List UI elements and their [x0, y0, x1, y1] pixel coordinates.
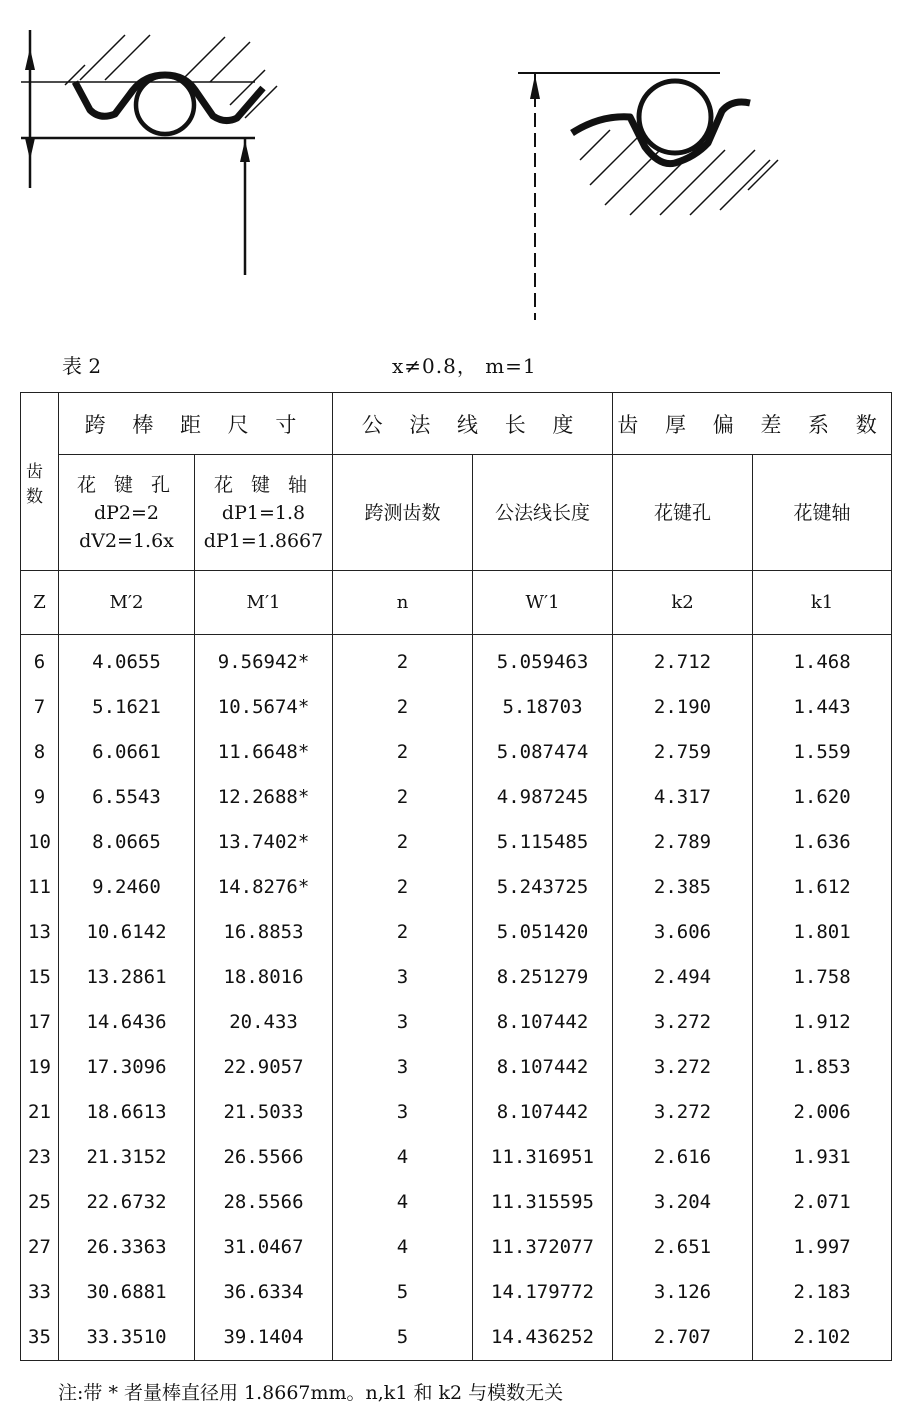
symbol-k2: k2	[613, 571, 753, 635]
table-cell: 2.190	[613, 684, 753, 729]
table-row	[21, 1044, 892, 1089]
table-cell: 8.107442	[473, 999, 613, 1044]
cell-teeth: 9	[21, 774, 59, 819]
table-cell: 26.3363	[59, 1224, 195, 1269]
table-cell: 1.620	[753, 774, 892, 819]
figure-internal-spline-measurement	[15, 20, 285, 280]
table-cell: 22.6732	[59, 1179, 195, 1224]
table-cell: 2.006	[753, 1089, 892, 1134]
table-cell: 11.316951	[473, 1134, 613, 1179]
symbol-z: Z	[21, 571, 59, 635]
header-teeth: 齿数	[21, 393, 59, 571]
table-cell: 4	[333, 1134, 473, 1179]
header-spline-hole-label: 花 键 孔	[76, 473, 177, 496]
header-thickness-coefficient: 齿 厚 偏 差 系 数	[613, 393, 892, 455]
table-cell: 11.372077	[473, 1224, 613, 1269]
table-cell: 2.759	[613, 729, 753, 774]
table-cell: 12.2688*	[195, 774, 333, 819]
symbol-w1: W′1	[473, 571, 613, 635]
table-cell: 26.5566	[195, 1134, 333, 1179]
table-cell: 16.8853	[195, 909, 333, 954]
table-cell: 5.18703	[473, 684, 613, 729]
cell-teeth: 13	[21, 909, 59, 954]
table-cell: 5.115485	[473, 819, 613, 864]
table-cell: 30.6881	[59, 1269, 195, 1314]
table-cell: 14.179772	[473, 1269, 613, 1314]
cell-teeth: 15	[21, 954, 59, 999]
table-row	[21, 1269, 892, 1314]
table-cell: 6.5543	[59, 774, 195, 819]
header-spline-hole-dp: dP2=2	[93, 501, 160, 524]
table-row	[21, 954, 892, 999]
table-cell: 1.931	[753, 1134, 892, 1179]
table-cell: 1.853	[753, 1044, 892, 1089]
table-cell: 2	[333, 774, 473, 819]
table-cell: 2.102	[753, 1314, 892, 1361]
table-cell: 28.5566	[195, 1179, 333, 1224]
cell-teeth: 35	[21, 1314, 59, 1361]
header-spline-shaft	[195, 455, 333, 571]
table-cell: 5.051420	[473, 909, 613, 954]
table-cell: 8.107442	[473, 1089, 613, 1134]
table-cell: 10.5674*	[195, 684, 333, 729]
spline-data-table	[20, 392, 892, 1361]
table-cell: 4.987245	[473, 774, 613, 819]
header-span-dimension: 跨 棒 距 尺 寸	[59, 393, 333, 455]
cell-teeth: 7	[21, 684, 59, 729]
table-cell: 4	[333, 1224, 473, 1269]
cell-teeth: 23	[21, 1134, 59, 1179]
header-k-hole: 花键孔	[613, 455, 753, 571]
table-cell: 4	[333, 1179, 473, 1224]
table-cell: 13.7402*	[195, 819, 333, 864]
cell-teeth: 25	[21, 1179, 59, 1224]
footnote: 注:带 * 者量棒直径用 1.8667mm。n,k1 和 k2 与模数无关	[58, 1382, 564, 1404]
table-cell: 13.2861	[59, 954, 195, 999]
cell-teeth: 27	[21, 1224, 59, 1269]
table-condition: x≠0.8， m=1	[392, 354, 537, 378]
table-body	[21, 635, 892, 1361]
header-spline-hole	[59, 455, 195, 571]
table-cell: 18.6613	[59, 1089, 195, 1134]
table-cell: 1.468	[753, 635, 892, 685]
table-cell: 1.612	[753, 864, 892, 909]
table-cell: 14.6436	[59, 999, 195, 1044]
table-cell: 22.9057	[195, 1044, 333, 1089]
symbol-k1: k1	[753, 571, 892, 635]
table-cell: 4.0655	[59, 635, 195, 685]
table-cell: 3	[333, 954, 473, 999]
cell-teeth: 8	[21, 729, 59, 774]
table-cell: 3	[333, 999, 473, 1044]
header-common-normal-length: 公法线长度	[473, 455, 613, 571]
table-row	[21, 1179, 892, 1224]
table-row	[21, 864, 892, 909]
table-cell: 5	[333, 1269, 473, 1314]
cell-teeth: 6	[21, 635, 59, 685]
table-cell: 1.912	[753, 999, 892, 1044]
table-cell: 2.651	[613, 1224, 753, 1269]
table-cell: 8.107442	[473, 1044, 613, 1089]
table-cell: 2	[333, 819, 473, 864]
table-cell: 3.272	[613, 1089, 753, 1134]
table-cell: 4.317	[613, 774, 753, 819]
table-title: 表 2	[62, 354, 102, 378]
table-cell: 2.494	[613, 954, 753, 999]
table-cell: 1.636	[753, 819, 892, 864]
table-cell: 5.1621	[59, 684, 195, 729]
table-cell: 8.0665	[59, 819, 195, 864]
header-spline-shaft-dp1: dP1=1.8	[221, 501, 306, 524]
header-span-teeth: 跨测齿数	[333, 455, 473, 571]
table-row	[21, 684, 892, 729]
table-cell: 39.1404	[195, 1314, 333, 1361]
symbol-n: n	[333, 571, 473, 635]
table-cell: 10.6142	[59, 909, 195, 954]
table-cell: 9.2460	[59, 864, 195, 909]
cell-teeth: 11	[21, 864, 59, 909]
table-cell: 8.251279	[473, 954, 613, 999]
table-cell: 2	[333, 635, 473, 685]
table-cell: 31.0467	[195, 1224, 333, 1269]
table-cell: 2.183	[753, 1269, 892, 1314]
table-cell: 14.436252	[473, 1314, 613, 1361]
table-cell: 36.6334	[195, 1269, 333, 1314]
header-spline-shaft-label: 花 键 轴	[213, 473, 314, 496]
cell-teeth: 17	[21, 999, 59, 1044]
table-cell: 3.272	[613, 1044, 753, 1089]
table-cell: 2	[333, 684, 473, 729]
table-cell: 3	[333, 1044, 473, 1089]
table-cell: 2	[333, 729, 473, 774]
table-cell: 1.559	[753, 729, 892, 774]
table-row	[21, 1134, 892, 1179]
cell-teeth: 10	[21, 819, 59, 864]
table-cell: 3	[333, 1089, 473, 1134]
table-row	[21, 819, 892, 864]
table-row	[21, 774, 892, 819]
table-cell: 9.56942*	[195, 635, 333, 685]
cell-teeth: 21	[21, 1089, 59, 1134]
table-cell: 17.3096	[59, 1044, 195, 1089]
table-cell: 3.272	[613, 999, 753, 1044]
table-cell: 33.3510	[59, 1314, 195, 1361]
symbol-m2: M′2	[59, 571, 195, 635]
table-row	[21, 999, 892, 1044]
table-cell: 5	[333, 1314, 473, 1361]
table-cell: 1.801	[753, 909, 892, 954]
table-cell: 5.087474	[473, 729, 613, 774]
table-cell: 3.126	[613, 1269, 753, 1314]
table-cell: 2.071	[753, 1179, 892, 1224]
table-cell: 14.8276*	[195, 864, 333, 909]
table-cell: 21.5033	[195, 1089, 333, 1134]
table-row	[21, 1314, 892, 1361]
table-cell: 2.712	[613, 635, 753, 685]
figure-external-spline-measurement	[510, 55, 810, 325]
table-cell: 2	[333, 864, 473, 909]
table-cell: 5.243725	[473, 864, 613, 909]
table-cell: 2.789	[613, 819, 753, 864]
header-spline-hole-dv: dV2=1.6x	[79, 529, 174, 552]
cell-teeth: 33	[21, 1269, 59, 1314]
table-row	[21, 1224, 892, 1269]
symbol-m1: M′1	[195, 571, 333, 635]
table-row	[21, 1089, 892, 1134]
header-spline-shaft-dp2: dP1=1.8667	[203, 529, 324, 552]
table-row	[21, 729, 892, 774]
table-cell: 11.315595	[473, 1179, 613, 1224]
table-row	[21, 909, 892, 954]
table-cell: 1.758	[753, 954, 892, 999]
table-cell: 20.433	[195, 999, 333, 1044]
table-cell: 5.059463	[473, 635, 613, 685]
table-cell: 11.6648*	[195, 729, 333, 774]
header-k-shaft: 花键轴	[753, 455, 892, 571]
table-cell: 2	[333, 909, 473, 954]
table-cell: 2.707	[613, 1314, 753, 1361]
table-cell: 1.443	[753, 684, 892, 729]
header-common-normal: 公 法 线 长 度	[333, 393, 613, 455]
table-cell: 6.0661	[59, 729, 195, 774]
cell-teeth: 19	[21, 1044, 59, 1089]
table-cell: 3.204	[613, 1179, 753, 1224]
table-cell: 21.3152	[59, 1134, 195, 1179]
table-row	[21, 635, 892, 685]
table-cell: 1.997	[753, 1224, 892, 1269]
table-cell: 18.8016	[195, 954, 333, 999]
table-cell: 2.385	[613, 864, 753, 909]
table-cell: 2.616	[613, 1134, 753, 1179]
table-cell: 3.606	[613, 909, 753, 954]
